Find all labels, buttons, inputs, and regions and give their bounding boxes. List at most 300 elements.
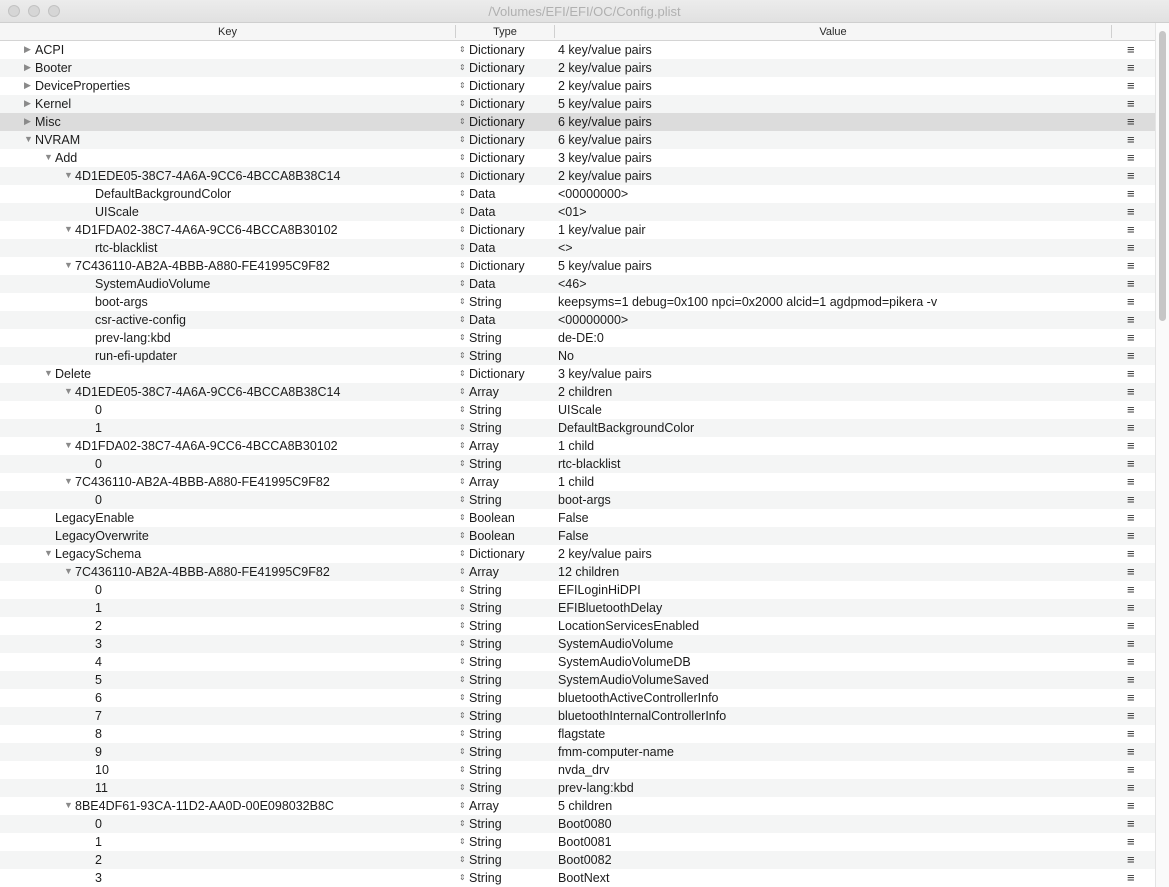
- row-type[interactable]: String: [469, 745, 502, 759]
- row-key[interactable]: 1: [95, 835, 102, 849]
- row-value[interactable]: EFILoginHiDPI: [558, 583, 641, 597]
- row-menu-icon[interactable]: ≡: [1127, 798, 1135, 813]
- plist-row[interactable]: [0, 383, 1155, 401]
- row-type[interactable]: Boolean: [469, 511, 515, 525]
- row-menu-icon[interactable]: ≡: [1127, 600, 1135, 615]
- row-key[interactable]: boot-args: [95, 295, 148, 309]
- row-menu-icon[interactable]: ≡: [1127, 330, 1135, 345]
- type-stepper-icon[interactable]: ⇕: [459, 243, 466, 252]
- row-key[interactable]: 4: [95, 655, 102, 669]
- key-column-header[interactable]: Key: [218, 26, 237, 38]
- row-value[interactable]: SystemAudioVolumeSaved: [558, 673, 709, 687]
- type-stepper-icon[interactable]: ⇕: [459, 441, 466, 450]
- row-type[interactable]: String: [469, 601, 502, 615]
- plist-row[interactable]: [0, 239, 1155, 257]
- row-key[interactable]: 1: [95, 421, 102, 435]
- row-menu-icon[interactable]: ≡: [1127, 402, 1135, 417]
- row-type[interactable]: Dictionary: [469, 61, 525, 75]
- type-stepper-icon[interactable]: ⇕: [459, 171, 466, 180]
- plist-row[interactable]: [0, 491, 1155, 509]
- row-type[interactable]: Dictionary: [469, 115, 525, 129]
- row-value[interactable]: flagstate: [558, 727, 606, 741]
- row-value[interactable]: 5 key/value pairs: [558, 259, 652, 273]
- type-stepper-icon[interactable]: ⇕: [459, 153, 466, 162]
- row-value[interactable]: 5 children: [558, 799, 613, 813]
- row-type[interactable]: Dictionary: [469, 43, 525, 57]
- value-column-header[interactable]: Value: [819, 26, 847, 38]
- row-type[interactable]: Dictionary: [469, 547, 525, 561]
- plist-row[interactable]: [0, 689, 1155, 707]
- type-stepper-icon[interactable]: ⇕: [459, 531, 466, 540]
- row-value[interactable]: 1 child: [558, 475, 595, 489]
- row-menu-icon[interactable]: ≡: [1127, 114, 1135, 129]
- row-type[interactable]: Data: [469, 277, 496, 291]
- plist-row[interactable]: [0, 257, 1155, 275]
- row-key[interactable]: 5: [95, 673, 102, 687]
- disclosure-collapsed-icon[interactable]: ▶: [24, 80, 31, 90]
- row-key[interactable]: Delete: [55, 367, 92, 381]
- row-key[interactable]: 4D1FDA02-38C7-4A6A-9CC6-4BCCA8B30102: [75, 223, 338, 237]
- row-key[interactable]: ACPI: [35, 43, 65, 57]
- row-value[interactable]: prev-lang:kbd: [558, 781, 634, 795]
- row-type[interactable]: String: [469, 817, 502, 831]
- row-type[interactable]: String: [469, 835, 502, 849]
- row-key[interactable]: 7C436110-AB2A-4BBB-A880-FE41995C9F82: [75, 565, 330, 579]
- type-stepper-icon[interactable]: ⇕: [459, 765, 466, 774]
- row-value[interactable]: LocationServicesEnabled: [558, 619, 700, 633]
- row-value[interactable]: bluetoothInternalControllerInfo: [558, 709, 727, 723]
- row-value[interactable]: Boot0082: [558, 853, 612, 867]
- disclosure-expanded-icon[interactable]: ▼: [24, 134, 33, 144]
- row-key[interactable]: 8: [95, 727, 102, 741]
- row-menu-icon[interactable]: ≡: [1127, 384, 1135, 399]
- row-value[interactable]: boot-args: [558, 493, 611, 507]
- row-menu-icon[interactable]: ≡: [1127, 672, 1135, 687]
- row-type[interactable]: String: [469, 781, 502, 795]
- type-stepper-icon[interactable]: ⇕: [459, 351, 466, 360]
- row-value[interactable]: <00000000>: [558, 187, 629, 201]
- row-menu-icon[interactable]: ≡: [1127, 726, 1135, 741]
- row-key[interactable]: 0: [95, 817, 102, 831]
- row-key[interactable]: Misc: [35, 115, 61, 129]
- disclosure-expanded-icon[interactable]: ▼: [44, 152, 53, 162]
- row-key[interactable]: 7C436110-AB2A-4BBB-A880-FE41995C9F82: [75, 475, 330, 489]
- type-stepper-icon[interactable]: ⇕: [459, 801, 466, 810]
- type-column-header[interactable]: Type: [493, 26, 517, 38]
- row-key[interactable]: 2: [95, 853, 102, 867]
- row-menu-icon[interactable]: ≡: [1127, 492, 1135, 507]
- disclosure-collapsed-icon[interactable]: ▶: [24, 116, 31, 126]
- row-value[interactable]: 1 key/value pair: [558, 223, 646, 237]
- row-key[interactable]: 0: [95, 457, 102, 471]
- row-type[interactable]: Data: [469, 241, 496, 255]
- row-key[interactable]: 0: [95, 583, 102, 597]
- row-menu-icon[interactable]: ≡: [1127, 708, 1135, 723]
- row-menu-icon[interactable]: ≡: [1127, 312, 1135, 327]
- type-stepper-icon[interactable]: ⇕: [459, 783, 466, 792]
- row-key[interactable]: Add: [55, 151, 78, 165]
- plist-row[interactable]: [0, 419, 1155, 437]
- row-type[interactable]: String: [469, 655, 502, 669]
- row-key[interactable]: 4D1FDA02-38C7-4A6A-9CC6-4BCCA8B30102: [75, 439, 338, 453]
- row-key[interactable]: 3: [95, 871, 102, 885]
- disclosure-expanded-icon[interactable]: ▼: [64, 386, 73, 396]
- row-type[interactable]: String: [469, 763, 502, 777]
- row-key[interactable]: 0: [95, 493, 102, 507]
- row-value[interactable]: 6 key/value pairs: [558, 133, 652, 147]
- plist-row[interactable]: [0, 671, 1155, 689]
- column-divider[interactable]: [1111, 25, 1112, 38]
- type-stepper-icon[interactable]: ⇕: [459, 225, 466, 234]
- row-menu-icon[interactable]: ≡: [1127, 150, 1135, 165]
- row-value[interactable]: <46>: [558, 277, 587, 291]
- row-menu-icon[interactable]: ≡: [1127, 276, 1135, 291]
- row-type[interactable]: String: [469, 673, 502, 687]
- plist-row[interactable]: [0, 221, 1155, 239]
- plist-row[interactable]: [0, 617, 1155, 635]
- type-stepper-icon[interactable]: ⇕: [459, 81, 466, 90]
- row-value[interactable]: 4 key/value pairs: [558, 43, 652, 57]
- row-menu-icon[interactable]: ≡: [1127, 546, 1135, 561]
- row-key[interactable]: 4D1EDE05-38C7-4A6A-9CC6-4BCCA8B38C14: [75, 169, 341, 183]
- type-stepper-icon[interactable]: ⇕: [459, 567, 466, 576]
- plist-row[interactable]: [0, 437, 1155, 455]
- disclosure-expanded-icon[interactable]: ▼: [64, 260, 73, 270]
- row-key[interactable]: prev-lang:kbd: [95, 331, 171, 345]
- plist-row[interactable]: [0, 779, 1155, 797]
- type-stepper-icon[interactable]: ⇕: [459, 675, 466, 684]
- row-menu-icon[interactable]: ≡: [1127, 258, 1135, 273]
- disclosure-expanded-icon[interactable]: ▼: [64, 170, 73, 180]
- row-key[interactable]: run-efi-updater: [95, 349, 177, 363]
- row-menu-icon[interactable]: ≡: [1127, 762, 1135, 777]
- plist-row[interactable]: [0, 545, 1155, 563]
- row-value[interactable]: de-DE:0: [558, 331, 604, 345]
- row-value[interactable]: False: [558, 511, 589, 525]
- row-menu-icon[interactable]: ≡: [1127, 690, 1135, 705]
- row-menu-icon[interactable]: ≡: [1127, 582, 1135, 597]
- row-type[interactable]: String: [469, 421, 502, 435]
- row-type[interactable]: Dictionary: [469, 133, 525, 147]
- row-type[interactable]: String: [469, 619, 502, 633]
- row-menu-icon[interactable]: ≡: [1127, 852, 1135, 867]
- row-key[interactable]: NVRAM: [35, 133, 81, 147]
- row-type[interactable]: String: [469, 691, 502, 705]
- row-menu-icon[interactable]: ≡: [1127, 456, 1135, 471]
- row-key[interactable]: 7C436110-AB2A-4BBB-A880-FE41995C9F82: [75, 259, 330, 273]
- type-stepper-icon[interactable]: ⇕: [459, 459, 466, 468]
- plist-row[interactable]: [0, 113, 1155, 131]
- plist-row[interactable]: [0, 833, 1155, 851]
- plist-row[interactable]: [0, 509, 1155, 527]
- row-type[interactable]: Dictionary: [469, 97, 525, 111]
- type-stepper-icon[interactable]: ⇕: [459, 189, 466, 198]
- plist-row[interactable]: [0, 293, 1155, 311]
- type-stepper-icon[interactable]: ⇕: [459, 45, 466, 54]
- row-key[interactable]: 11: [95, 781, 108, 795]
- row-menu-icon[interactable]: ≡: [1127, 564, 1135, 579]
- row-menu-icon[interactable]: ≡: [1127, 816, 1135, 831]
- plist-row[interactable]: [0, 149, 1155, 167]
- type-stepper-icon[interactable]: ⇕: [459, 621, 466, 630]
- plist-row[interactable]: [0, 635, 1155, 653]
- row-type[interactable]: String: [469, 853, 502, 867]
- row-type[interactable]: String: [469, 295, 502, 309]
- row-value[interactable]: EFIBluetoothDelay: [558, 601, 663, 615]
- row-value[interactable]: No: [558, 349, 574, 363]
- plist-row[interactable]: [0, 365, 1155, 383]
- row-menu-icon[interactable]: ≡: [1127, 438, 1135, 453]
- type-stepper-icon[interactable]: ⇕: [459, 693, 466, 702]
- row-type[interactable]: Array: [469, 475, 499, 489]
- row-key[interactable]: LegacySchema: [55, 547, 142, 561]
- row-menu-icon[interactable]: ≡: [1127, 474, 1135, 489]
- row-type[interactable]: Dictionary: [469, 169, 525, 183]
- row-type[interactable]: Data: [469, 187, 496, 201]
- row-menu-icon[interactable]: ≡: [1127, 240, 1135, 255]
- type-stepper-icon[interactable]: ⇕: [459, 495, 466, 504]
- plist-row[interactable]: [0, 275, 1155, 293]
- type-stepper-icon[interactable]: ⇕: [459, 387, 466, 396]
- row-menu-icon[interactable]: ≡: [1127, 366, 1135, 381]
- type-stepper-icon[interactable]: ⇕: [459, 117, 466, 126]
- disclosure-expanded-icon[interactable]: ▼: [44, 548, 53, 558]
- type-stepper-icon[interactable]: ⇕: [459, 99, 466, 108]
- row-menu-icon[interactable]: ≡: [1127, 78, 1135, 93]
- row-key[interactable]: Booter: [35, 61, 72, 75]
- type-stepper-icon[interactable]: ⇕: [459, 819, 466, 828]
- row-key[interactable]: 0: [95, 403, 102, 417]
- disclosure-expanded-icon[interactable]: ▼: [64, 800, 73, 810]
- row-key[interactable]: 7: [95, 709, 102, 723]
- plist-row[interactable]: [0, 869, 1155, 887]
- plist-row[interactable]: [0, 41, 1155, 59]
- row-value[interactable]: 6 key/value pairs: [558, 115, 652, 129]
- type-stepper-icon[interactable]: ⇕: [459, 513, 466, 522]
- plist-row[interactable]: [0, 329, 1155, 347]
- row-key[interactable]: rtc-blacklist: [95, 241, 158, 255]
- row-type[interactable]: Array: [469, 565, 499, 579]
- row-type[interactable]: String: [469, 583, 502, 597]
- row-type[interactable]: String: [469, 493, 502, 507]
- row-type[interactable]: String: [469, 457, 502, 471]
- row-value[interactable]: 2 key/value pairs: [558, 61, 652, 75]
- row-type[interactable]: Boolean: [469, 529, 515, 543]
- row-type[interactable]: String: [469, 637, 502, 651]
- row-value[interactable]: DefaultBackgroundColor: [558, 421, 695, 435]
- type-stepper-icon[interactable]: ⇕: [459, 405, 466, 414]
- row-key[interactable]: DefaultBackgroundColor: [95, 187, 232, 201]
- row-menu-icon[interactable]: ≡: [1127, 744, 1135, 759]
- row-key[interactable]: 2: [95, 619, 102, 633]
- row-menu-icon[interactable]: ≡: [1127, 60, 1135, 75]
- row-menu-icon[interactable]: ≡: [1127, 132, 1135, 147]
- row-value[interactable]: bluetoothActiveControllerInfo: [558, 691, 719, 705]
- row-type[interactable]: Data: [469, 205, 496, 219]
- row-key[interactable]: LegacyEnable: [55, 511, 135, 525]
- row-key[interactable]: 4D1EDE05-38C7-4A6A-9CC6-4BCCA8B38C14: [75, 385, 341, 399]
- plist-row[interactable]: [0, 707, 1155, 725]
- row-value[interactable]: <01>: [558, 205, 587, 219]
- row-menu-icon[interactable]: ≡: [1127, 636, 1135, 651]
- row-menu-icon[interactable]: ≡: [1127, 834, 1135, 849]
- plist-row[interactable]: [0, 131, 1155, 149]
- row-menu-icon[interactable]: ≡: [1127, 528, 1135, 543]
- plist-row[interactable]: [0, 455, 1155, 473]
- plist-row[interactable]: [0, 743, 1155, 761]
- type-stepper-icon[interactable]: ⇕: [459, 279, 466, 288]
- plist-row[interactable]: [0, 167, 1155, 185]
- type-stepper-icon[interactable]: ⇕: [459, 297, 466, 306]
- disclosure-expanded-icon[interactable]: ▼: [64, 566, 73, 576]
- row-value[interactable]: UIScale: [558, 403, 602, 417]
- type-stepper-icon[interactable]: ⇕: [459, 333, 466, 342]
- row-key[interactable]: DeviceProperties: [35, 79, 131, 93]
- plist-outline-view[interactable]: [0, 41, 1155, 887]
- row-value[interactable]: SystemAudioVolumeDB: [558, 655, 691, 669]
- row-value[interactable]: Boot0080: [558, 817, 612, 831]
- row-menu-icon[interactable]: ≡: [1127, 420, 1135, 435]
- type-stepper-icon[interactable]: ⇕: [459, 873, 466, 882]
- row-menu-icon[interactable]: ≡: [1127, 222, 1135, 237]
- row-key[interactable]: 3: [95, 637, 102, 651]
- plist-row[interactable]: [0, 527, 1155, 545]
- plist-row[interactable]: [0, 725, 1155, 743]
- type-stepper-icon[interactable]: ⇕: [459, 261, 466, 270]
- row-menu-icon[interactable]: ≡: [1127, 96, 1135, 111]
- row-key[interactable]: 1: [95, 601, 102, 615]
- row-value[interactable]: rtc-blacklist: [558, 457, 621, 471]
- row-menu-icon[interactable]: ≡: [1127, 186, 1135, 201]
- type-stepper-icon[interactable]: ⇕: [459, 603, 466, 612]
- row-value[interactable]: 3 key/value pairs: [558, 367, 652, 381]
- row-value[interactable]: 12 children: [558, 565, 620, 579]
- row-value[interactable]: 2 children: [558, 385, 613, 399]
- row-value[interactable]: 2 key/value pairs: [558, 79, 652, 93]
- type-stepper-icon[interactable]: ⇕: [459, 729, 466, 738]
- row-value[interactable]: False: [558, 529, 589, 543]
- row-value[interactable]: 3 key/value pairs: [558, 151, 652, 165]
- disclosure-expanded-icon[interactable]: ▼: [64, 476, 73, 486]
- row-value[interactable]: <>: [558, 241, 573, 255]
- type-stepper-icon[interactable]: ⇕: [459, 207, 466, 216]
- row-type[interactable]: String: [469, 871, 502, 885]
- type-stepper-icon[interactable]: ⇕: [459, 549, 466, 558]
- plist-row[interactable]: [0, 77, 1155, 95]
- plist-row[interactable]: [0, 815, 1155, 833]
- type-stepper-icon[interactable]: ⇕: [459, 639, 466, 648]
- type-stepper-icon[interactable]: ⇕: [459, 711, 466, 720]
- row-type[interactable]: Dictionary: [469, 259, 525, 273]
- row-value[interactable]: <00000000>: [558, 313, 629, 327]
- type-stepper-icon[interactable]: ⇕: [459, 369, 466, 378]
- row-key[interactable]: 6: [95, 691, 102, 705]
- disclosure-expanded-icon[interactable]: ▼: [64, 224, 73, 234]
- row-menu-icon[interactable]: ≡: [1127, 168, 1135, 183]
- plist-row[interactable]: [0, 59, 1155, 77]
- row-value[interactable]: nvda_drv: [558, 763, 610, 777]
- row-value[interactable]: 1 child: [558, 439, 595, 453]
- row-value[interactable]: fmm-computer-name: [558, 745, 674, 759]
- type-stepper-icon[interactable]: ⇕: [459, 585, 466, 594]
- plist-row[interactable]: [0, 563, 1155, 581]
- type-stepper-icon[interactable]: ⇕: [459, 747, 466, 756]
- disclosure-collapsed-icon[interactable]: ▶: [24, 62, 31, 72]
- disclosure-expanded-icon[interactable]: ▼: [44, 368, 53, 378]
- row-type[interactable]: String: [469, 727, 502, 741]
- row-type[interactable]: Data: [469, 313, 496, 327]
- plist-row[interactable]: [0, 653, 1155, 671]
- row-type[interactable]: String: [469, 331, 502, 345]
- plist-row[interactable]: [0, 851, 1155, 869]
- type-stepper-icon[interactable]: ⇕: [459, 315, 466, 324]
- plist-row[interactable]: [0, 347, 1155, 365]
- row-type[interactable]: Array: [469, 799, 499, 813]
- row-menu-icon[interactable]: ≡: [1127, 294, 1135, 309]
- row-key[interactable]: 10: [95, 763, 109, 777]
- type-stepper-icon[interactable]: ⇕: [459, 837, 466, 846]
- plist-row[interactable]: [0, 185, 1155, 203]
- row-value[interactable]: 2 key/value pairs: [558, 169, 652, 183]
- vertical-scrollbar[interactable]: [1155, 23, 1169, 887]
- row-value[interactable]: SystemAudioVolume: [558, 637, 674, 651]
- row-menu-icon[interactable]: ≡: [1127, 780, 1135, 795]
- row-menu-icon[interactable]: ≡: [1127, 348, 1135, 363]
- row-key[interactable]: 8BE4DF61-93CA-11D2-AA0D-00E098032B8C: [75, 799, 334, 813]
- type-stepper-icon[interactable]: ⇕: [459, 135, 466, 144]
- row-menu-icon[interactable]: ≡: [1127, 618, 1135, 633]
- row-value[interactable]: 2 key/value pairs: [558, 547, 652, 561]
- row-type[interactable]: Dictionary: [469, 367, 525, 381]
- type-stepper-icon[interactable]: ⇕: [459, 423, 466, 432]
- row-type[interactable]: Dictionary: [469, 151, 525, 165]
- plist-row[interactable]: [0, 401, 1155, 419]
- type-stepper-icon[interactable]: ⇕: [459, 477, 466, 486]
- row-type[interactable]: String: [469, 349, 502, 363]
- type-stepper-icon[interactable]: ⇕: [459, 63, 466, 72]
- row-menu-icon[interactable]: ≡: [1127, 42, 1135, 57]
- row-type[interactable]: Array: [469, 385, 499, 399]
- row-key[interactable]: SystemAudioVolume: [95, 277, 211, 291]
- row-key[interactable]: csr-active-config: [95, 313, 186, 327]
- plist-row[interactable]: [0, 599, 1155, 617]
- row-key[interactable]: 9: [95, 745, 102, 759]
- row-value[interactable]: 5 key/value pairs: [558, 97, 652, 111]
- row-type[interactable]: Array: [469, 439, 499, 453]
- plist-row[interactable]: [0, 203, 1155, 221]
- row-type[interactable]: Dictionary: [469, 223, 525, 237]
- row-type[interactable]: String: [469, 709, 502, 723]
- scrollbar-thumb[interactable]: [1159, 31, 1166, 321]
- row-menu-icon[interactable]: ≡: [1127, 870, 1135, 885]
- disclosure-collapsed-icon[interactable]: ▶: [24, 44, 31, 54]
- type-stepper-icon[interactable]: ⇕: [459, 657, 466, 666]
- row-menu-icon[interactable]: ≡: [1127, 510, 1135, 525]
- type-stepper-icon[interactable]: ⇕: [459, 855, 466, 864]
- row-value[interactable]: Boot0081: [558, 835, 612, 849]
- disclosure-expanded-icon[interactable]: ▼: [64, 440, 73, 450]
- row-type[interactable]: Dictionary: [469, 79, 525, 93]
- row-value[interactable]: BootNext: [558, 871, 610, 885]
- row-key[interactable]: Kernel: [35, 97, 72, 111]
- row-type[interactable]: String: [469, 403, 502, 417]
- plist-row[interactable]: [0, 761, 1155, 779]
- row-menu-icon[interactable]: ≡: [1127, 654, 1135, 669]
- disclosure-collapsed-icon[interactable]: ▶: [24, 98, 31, 108]
- plist-row[interactable]: [0, 95, 1155, 113]
- row-key[interactable]: LegacyOverwrite: [55, 529, 149, 543]
- plist-row[interactable]: [0, 311, 1155, 329]
